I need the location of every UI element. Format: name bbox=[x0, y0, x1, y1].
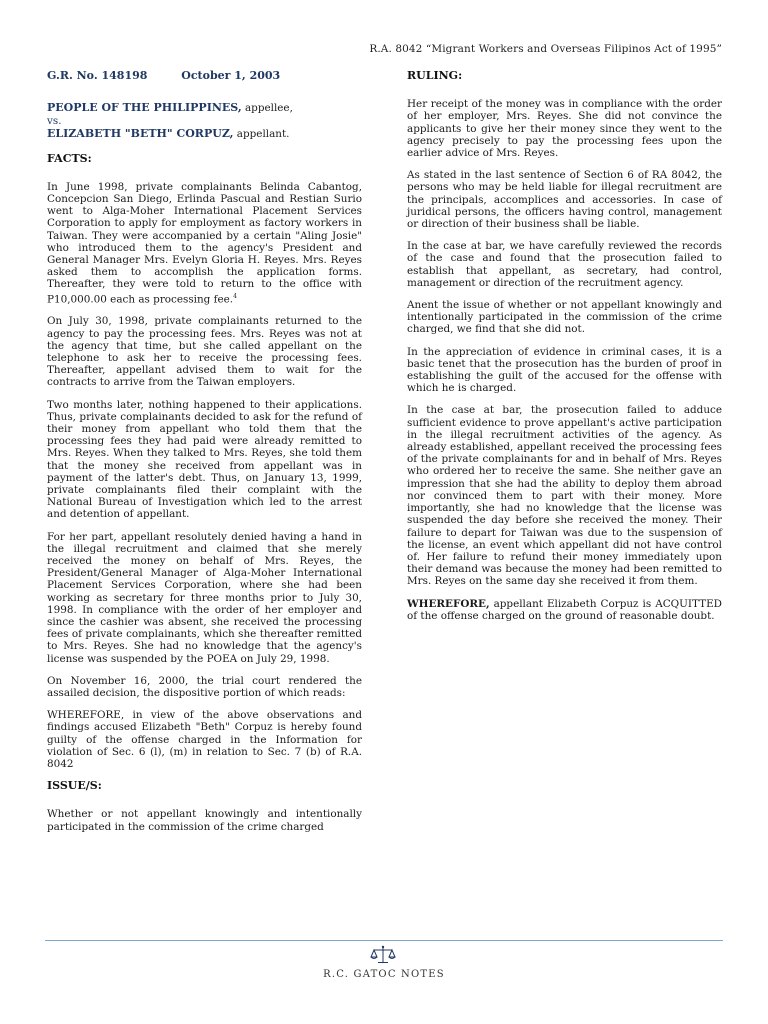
versus-label: vs. bbox=[47, 115, 62, 128]
facts-paragraph-1: In June 1998, private complainants Belinda Cabantog, Concepcion San Diego, Erlinda Pascual and Restian Surio went to Alga-Moher International Placement Services Corporation to apply for employment as factory workers in Taiwan. They were accompanied by a certain "Aling Josie" who introduced them to the agency's President and General Manager Mrs. Evelyn Gloria H. Reyes. Mrs. Reyes asked them to accomplish the application forms. Thereafter, they were told to return to the office with P10,000.00 each as processing fee.$^4$ bbox=[47, 180, 362, 306]
case-number: G.R. No. 148198 bbox=[47, 69, 148, 82]
plaintiff-name: PEOPLE OF THE PHILIPPINES, bbox=[47, 101, 242, 114]
footer-title: R.C. GATOC NOTES bbox=[323, 969, 445, 980]
facts-paragraph-2: On July 30, 1998, private complainants returned to the agency to pay the processing fees. Mrs. Reyes was not at the agency that time, but she called appellant on the telephone to ask her to receive the processing fees. Thereafter, appellant advised them to wait for the contracts to arrive from the Taiwan employers. bbox=[47, 315, 362, 389]
case-citation bbox=[47, 70, 362, 84]
wherefore-lead: WHEREFORE, bbox=[407, 597, 490, 610]
facts-paragraph-6: WHEREFORE, in view of the above observations and findings accused Elizabeth "Beth" Corpuz is hereby found guilty of the offense charged in the Information for violation of Sec. 6 (l), (m) in relation to Sec. 7 (b) of R.A. 8042 bbox=[47, 709, 362, 771]
ruling-paragraph-1: Her receipt of the money was in compliance with the order of her employer, Mrs. Reyes. She did not convince the applicants to give her their money since they went to the agency precisely to pay the processing fees upon the earlier advice of Mrs. Reyes. bbox=[407, 98, 722, 160]
running-header: R.A. 8042 “Migrant Workers and Overseas Filipinos Act of 1995” bbox=[369, 43, 722, 55]
left-column bbox=[47, 70, 362, 843]
right-column bbox=[407, 70, 722, 632]
issue-heading: ISSUE/S: bbox=[47, 779, 102, 793]
ruling-heading: RULING: bbox=[407, 69, 463, 82]
facts-paragraph-3: Two months later, nothing happened to their applications. Thus, private complainants decided to ask for the refund of their money from appellant who told them that the processing fees they had paid were already remitted to Mrs. Reyes. When they talked to Mrs. Reyes, she told them that the money she received from appellant was in payment of the latter's debt. Thus, on January 13, 1999, private complainants filed their complaint with the National Bureau of Investigation which led to the arrest and detention of appellant. bbox=[47, 398, 362, 521]
ruling-paragraph-5: In the appreciation of evidence in criminal cases, it is a basic tenet that the prosecution has the burden of proof in establishing the guilt of the accused for the offense with which he is charged. bbox=[407, 345, 722, 395]
ruling-paragraph-4: Anent the issue of whether or not appellant knowingly and intentionally participated in the commission of the crime charged, we find that she did not. bbox=[407, 299, 722, 336]
case-parties bbox=[47, 102, 362, 141]
ruling-paragraph-7: WHEREFORE, appellant Elizabeth Corpuz is ACQUITTED of the offense charged on the ground of reasonable doubt. bbox=[407, 597, 722, 622]
ruling-paragraph-2: As stated in the last sentence of Section 6 of RA 8042, the persons who may be held liable for illegal recruitment are the principals, accomplices and accessories. In case of juridical persons, the officers having control, management or direction of their business shall be liable. bbox=[407, 169, 722, 231]
plaintiff-role: appellee, bbox=[244, 102, 293, 114]
defendant-name: ELIZABETH "BETH" CORPUZ, bbox=[47, 127, 234, 141]
footer-rule bbox=[45, 940, 723, 941]
ruling-paragraph-3: In the case at bar, we have carefully reviewed the records of the case and found that the prosecution failed to establish that appellant, as secretary, had control, management or direction of the recruitment agency. bbox=[407, 240, 722, 289]
case-date: October 1, 2003 bbox=[181, 69, 281, 82]
scales-of-justice-icon bbox=[370, 945, 396, 965]
ruling-paragraph-6: In the case at bar, the prosecution failed to adduce sufficient evidence to prove appellant's active participation in the illegal recruitment activities of the agency. As already established, appellant received the processing fees of the private complainants for and in behalf of Mrs. Reyes who ordered her to receive the same. She neither gave an impression that she had the ability to deploy them abroad nor convinced them to part with their money. More importantly, she had no knowledge that the license was suspended the day before she received the money. Their failure to depart for Taiwan was due to the suspension of the license, an event which appellant did not have control of. Her failure to refund their money immediately upon their demand was because the money had been remitted to Mrs. Reyes on the same day she received it from them. bbox=[407, 404, 722, 588]
facts-heading: FACTS: bbox=[47, 151, 92, 165]
defendant-role: appellant. bbox=[236, 128, 290, 141]
facts-paragraph-4: For her part, appellant resolutely denied having a hand in the illegal recruitment and claimed that she merely received the money on behalf of Mrs. Reyes, the President/General Manager of Alga-Moher International Placement Services Corporation, where she had been working as secretary for three months prior to July 30, 1998. In compliance with the order of her employer and since the cashier was absent, she received the processing fees of private complainants, which she thereafter remitted to Mrs. Reyes. She had no knowledge that the agency's license was suspended by the POEA on July 29, 1998. bbox=[47, 530, 362, 665]
facts-paragraph-5: On November 16, 2000, the trial court rendered the assailed decision, the dispositive portion of which reads: bbox=[47, 674, 362, 699]
issue-text: Whether or not appellant knowingly and intentionally participated in the commission of the crime charged bbox=[47, 808, 362, 833]
footnote-marker: 4 bbox=[233, 292, 237, 300]
